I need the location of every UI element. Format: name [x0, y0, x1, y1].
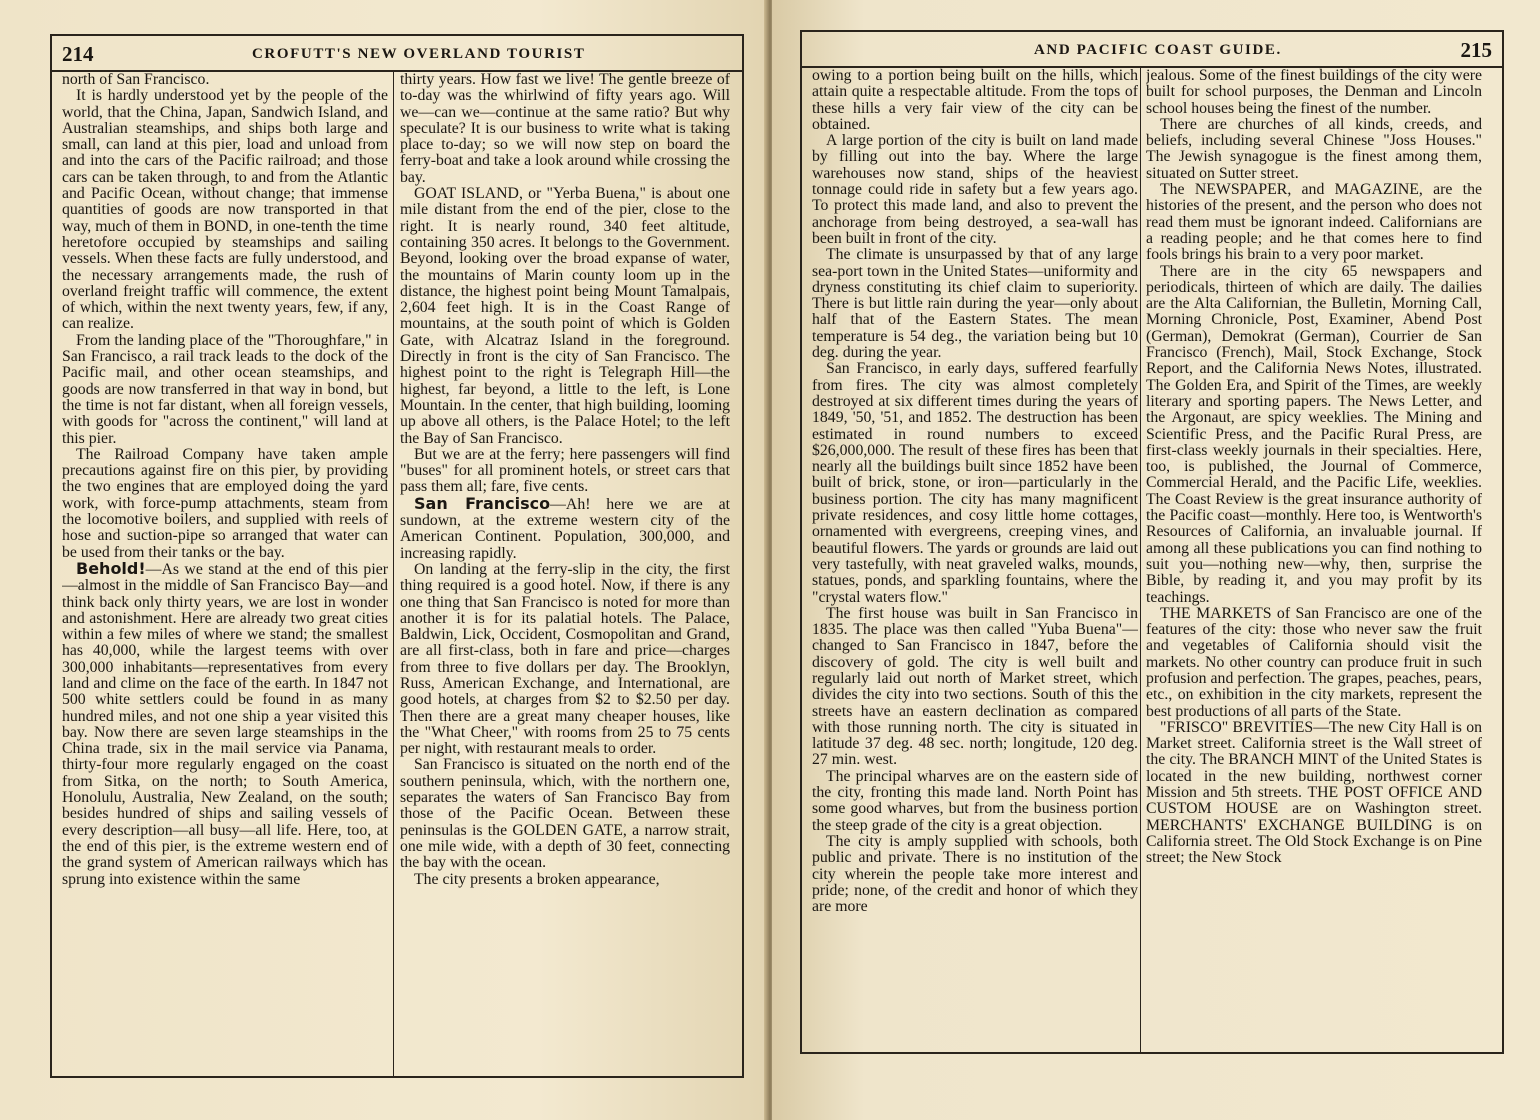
paragraph-text: The NEWSPAPER, and MAGAZINE, are the histories of the present, and the person who does not read them must be ignorant indeed. Californians are a reading people; and he that comes here to find fools brings his brain to a very poor market.	[1146, 181, 1482, 264]
paragraph	[400, 757, 730, 871]
page-number: 214	[62, 42, 94, 66]
paragraph	[1146, 117, 1482, 182]
right-column-2	[1146, 68, 1482, 1048]
paragraph-text: The city is amply supplied with schools, both public and private. There is no institution of the city wherein the people take more interest and pride; none, of the credit and honor of which they are more	[812, 832, 1138, 916]
paragraph	[62, 558, 388, 888]
paragraph	[400, 447, 730, 496]
paragraph	[62, 333, 388, 447]
paragraph-text: There are churches of all kinds, creeds, and beliefs, including several Chinese "Joss Houses." The Jewish synagogue is the finest among them, situated on Sutter street.	[1146, 115, 1482, 182]
paragraph-text: The city presents a broken appearance,	[414, 870, 660, 888]
paragraph-text: thirty years. How fast we live! The gentle breeze of to-day was the whirlwind of fifty years ago. Will we—can we—continue at the same ratio? But why speculate? It is our business to write what is taking place to-day; so we will now step on board the ferry-boat and take a look around while crossing the bay.	[400, 72, 730, 186]
paragraph-text: A large portion of the city is built on land made by filling out into the bay. Where the large warehouses now stand, ships of the heaviest tonnage could ride in safety but a few years ago. To protect this made land, and also to prevent the anchorage from being destroyed, a sea-wall has been built in front of the city.	[812, 132, 1138, 247]
paragraph	[1146, 720, 1482, 867]
paragraph	[62, 447, 388, 561]
right-page-frame	[800, 30, 1504, 1054]
paragraph-text: north of San Francisco.	[62, 72, 210, 88]
paragraph	[62, 72, 388, 88]
paragraph-text: —Ah! here we are at sundown, at the extreme western city of the American Continent. Population, 300,000, and increasing rapidly.	[400, 495, 730, 562]
paragraph-text: The principal wharves are on the eastern side of the city, fronting this made land. North Point has some good wharves, but from the business portion the steep grade of the city is a great objection.	[812, 767, 1138, 834]
paragraph-text: There are in the city 65 newspapers and periodicals, thirteen of which are daily. The dailies are the Alta Californian, the Bulletin, Morning Call, Morning Chronicle, Post, Examiner, Abend Post (German), Demokrat (German), Courrier de San Francisco (French), Mail, Stock Exchange, Stock Report, and the California News Notes, illustrated. The Golden Era, and Spirit of the Times, are weekly literary and sporting papers. The News Letter, and the Argonaut, are spicy weeklies. The Mining and Scientific Press, and the Pacific Rural Press, are first-class weekly journals in their specialties. Here, too, is published, the Journal of Commerce, Commercial Herald, and the Pacific Life, weeklies. The Coast Review is the great insurance authority of the Pacific coast—monthly. Here too, is Wentworth's Resources of California, an invaluable journal. If among all these publications you can find nothing to suit you—nothing new—why, then, surprise the Bible, by reading it, and you may profit by its teachings.	[1146, 262, 1482, 606]
paragraph	[812, 68, 1138, 133]
running-head: CROFUTT'S NEW OVERLAND TOURIST	[252, 46, 586, 62]
left-column-2	[400, 72, 730, 1072]
paragraph	[400, 72, 730, 186]
paragraph-text: THE MARKETS of San Francisco are one of the features of the city: those who never saw the fruit and vegetables of California should visit the markets. No other country can produce fruit in such profusion and perfection. The grapes, peaches, pears, etc., on exhibition in the city markets, represent the best productions of all parts of the State.	[1146, 604, 1482, 720]
paragraph	[812, 606, 1138, 769]
left-column-1	[62, 72, 388, 1072]
running-head: AND PACIFIC COAST GUIDE.	[1034, 42, 1282, 58]
paragraph	[400, 186, 730, 447]
paragraph-text: —As we stand at the end of this pier—almost in the middle of San Francisco Bay—and think back only thirty years, we are lost in wonder and astonishment. Here are already two great cities within a few miles of where we stand; the smallest has 40,000, while the largest teems with over 300,000 inhabitants—representatives from every land and clime on the face of the earth. In 1847 not 500 white settlers could be found in as many hundred miles, and not one ship a year visited this bay. Now there are seven large steamships in the China trade, six in the mail service via Panama, thirty-four more regularly engaged on the coast from Sitka, on the north; to South America, Honolulu, Australia, New Zealand, on the south; besides hundred of ships and sailing vessels of every description—all busy—all life. Here, too, at the end of this pier, is the extreme western end of the grand system of American railways which has sprung into existence within the same	[62, 560, 388, 888]
paragraph-text: San Francisco is situated on the north end of the southern peninsula, which, with the northern one, separates the waters of San Francisco Bay from those of the Pacific Ocean. Between these peninsulas is the GOLDEN GATE, a narrow strait, one mile wide, with a depth of 30 feet, connecting the bay with the ocean.	[400, 756, 730, 872]
paragraph-text: On landing at the ferry-slip in the city, the first thing required is a good hotel. Now, if there is any one thing that San Francisco is noted for more than another it is for its palatial hotels. The Palace, Baldwin, Lick, Occident, Cosmopolitan and Grand, are all first-class, both in fare and price—charges from three to five dollars per day. The Brooklyn, Russ, American Exchange, and International, are good hotels, at charges from $2 to $2.50 per day. Then there are a great many cheaper houses, like the "What Cheer," with rooms from 25 to 75 cents per night, with restaurant meals to order.	[400, 560, 730, 758]
paragraph-text: San Francisco, in early days, suffered fearfully from fires. The city was almost completely destroyed at six different times during the years of 1849, '50, '51, and 1852. The destruction has been estimated in round numbers to exceed $26,000,000. The result of these fires has been that nearly all the buildings built since 1852 have been built of brick, stone, or iron—particularly in the business portion. The city has many magnificent private residences, and cosy little home cottages, ornamented with evergreens, creeping vines, and beautiful flowers. The yards or grounds are laid out very tastefully, with neat graveled walks, mounds, statues, ponds, and sparkling fountains, where the "crystal waters flow."	[812, 360, 1138, 606]
paragraph-text: From the landing place of the "Thoroughfare," in San Francisco, a rail track leads to the dock of the Pacific mail, and other ocean steamships, and goods are now transferred in that way in bond, but the time is not far distant, when all foreign vessels, with goods for "across the continent," will land at this pier.	[62, 331, 388, 447]
section-heading: Behold!	[76, 558, 146, 578]
paragraph	[1146, 264, 1482, 606]
paragraph-text: owing to a portion being built on the hills, which attain quite a respectable altitude. From the tops of these hills a very fair view of the city can be obtained.	[812, 68, 1138, 133]
paragraph	[812, 834, 1138, 915]
paragraph-text: The climate is unsurpassed by that of any large sea-port town in the United States—uniformity and dryness constituting its chief claim to superiority. There is but little rain during the year—only about half that of the Eastern States. The mean temperature is 54 deg., the variation being but 10 deg. during the year.	[812, 246, 1138, 362]
paragraph-text: It is hardly understood yet by the people of the world, that the China, Japan, Sandwich Island, and Australian steamships, and ships both large and small, can land at this pier, load and unload from and into the cars of the Pacific railroad; and those cars can be taken through, to and from the Atlantic and Pacific Ocean, without change; that immense quantities of goods are now transported in that way, much of them in BOND, in one-tenth the time heretofore occupied by steamships and sailing vessels. When these facts are fully understood, and the necessary arrangements made, the rush of overland freight traffic will commence, the extent of which, within the next twenty years, few, if any, can realize.	[62, 87, 388, 333]
paragraph	[812, 361, 1138, 605]
left-page-frame	[50, 34, 744, 1078]
right-page	[772, 0, 1540, 1120]
right-page-header	[802, 32, 1502, 68]
paragraph	[1146, 68, 1482, 117]
paragraph	[812, 769, 1138, 834]
paragraph-text: But we are at the ferry; here passengers will find "buses" for all prominent hotels, or street cars that pass them all; fare, five cents.	[400, 445, 730, 496]
paragraph	[62, 88, 388, 332]
paragraph	[1146, 606, 1482, 720]
left-page-header	[52, 36, 742, 72]
paragraph-text: "FRISCO" BREVITIES—The new City Hall is on Market street. California street is the Wall street of the city. The BRANCH MINT of the United States is located in the new building, northwest corner Mission and 5th streets. THE POST OFFICE AND CUSTOM HOUSE are on Washington street. MERCHANTS' EXCHANGE BUILDING is on California street. The Old Stock Exchange is on Pine street; the New Stock	[1146, 718, 1482, 867]
paragraph	[1146, 182, 1482, 263]
right-column-1	[812, 68, 1138, 1048]
paragraph	[812, 247, 1138, 361]
paragraph	[400, 493, 730, 562]
section-heading: San Francisco	[414, 493, 551, 513]
paragraph-text: The Railroad Company have taken ample precautions against fire on this pier, by providing the two engines that are employed doing the yard work, with force-pump attachments, steam from the locomotive boilers, and supplied with reels of hose and suction-pipe so arranged that water can be used from their tanks or the bay.	[62, 445, 388, 561]
page-number: 215	[1460, 38, 1492, 62]
paragraph	[400, 562, 730, 758]
column-divider	[1140, 68, 1141, 1052]
left-page	[0, 0, 768, 1120]
column-divider	[393, 72, 394, 1076]
paragraph-text: GOAT ISLAND, or "Yerba Buena," is about one mile distant from the end of the pier, close to the right. It is nearly round, 340 feet altitude, containing 350 acres. It belongs to the Government. Beyond, looking over the broad expanse of water, the mountains of Marin county loom up in the distance, the highest point being Mount Tamalpais, 2,604 feet high. It is in the Coast Range of mountains, at the south point of which is Golden Gate, with Alcatraz Island in the foreground. Directly in front is the city of San Francisco. The highest point to the right is Telegraph Hill—the highest, far beyond, a little to the left, is Lone Mountain. In the center, that high building, looming up above all others, is the Palace Hotel; to the left the Bay of San Francisco.	[400, 185, 730, 447]
paragraph-text: jealous. Some of the finest buildings of the city were built for school purposes, the Denman and Lincoln school houses being the finest of the number.	[1146, 68, 1482, 117]
paragraph	[400, 872, 730, 888]
paragraph	[812, 133, 1138, 247]
right-page-columns	[802, 68, 1502, 1052]
paragraph-text: The first house was built in San Francisco in 1835. The place was then called "Yuba Buena"—changed to San Francisco in 1847, before the discovery of gold. The city is well built and regularly laid out north of Market street, which divides the city into two sections. South of this the streets have an eastern declination as compared with those running north. The city is situated in latitude 37 deg. 48 sec. north; longitude, 120 deg. 27 min. west.	[812, 604, 1138, 769]
left-page-columns	[52, 72, 742, 1076]
